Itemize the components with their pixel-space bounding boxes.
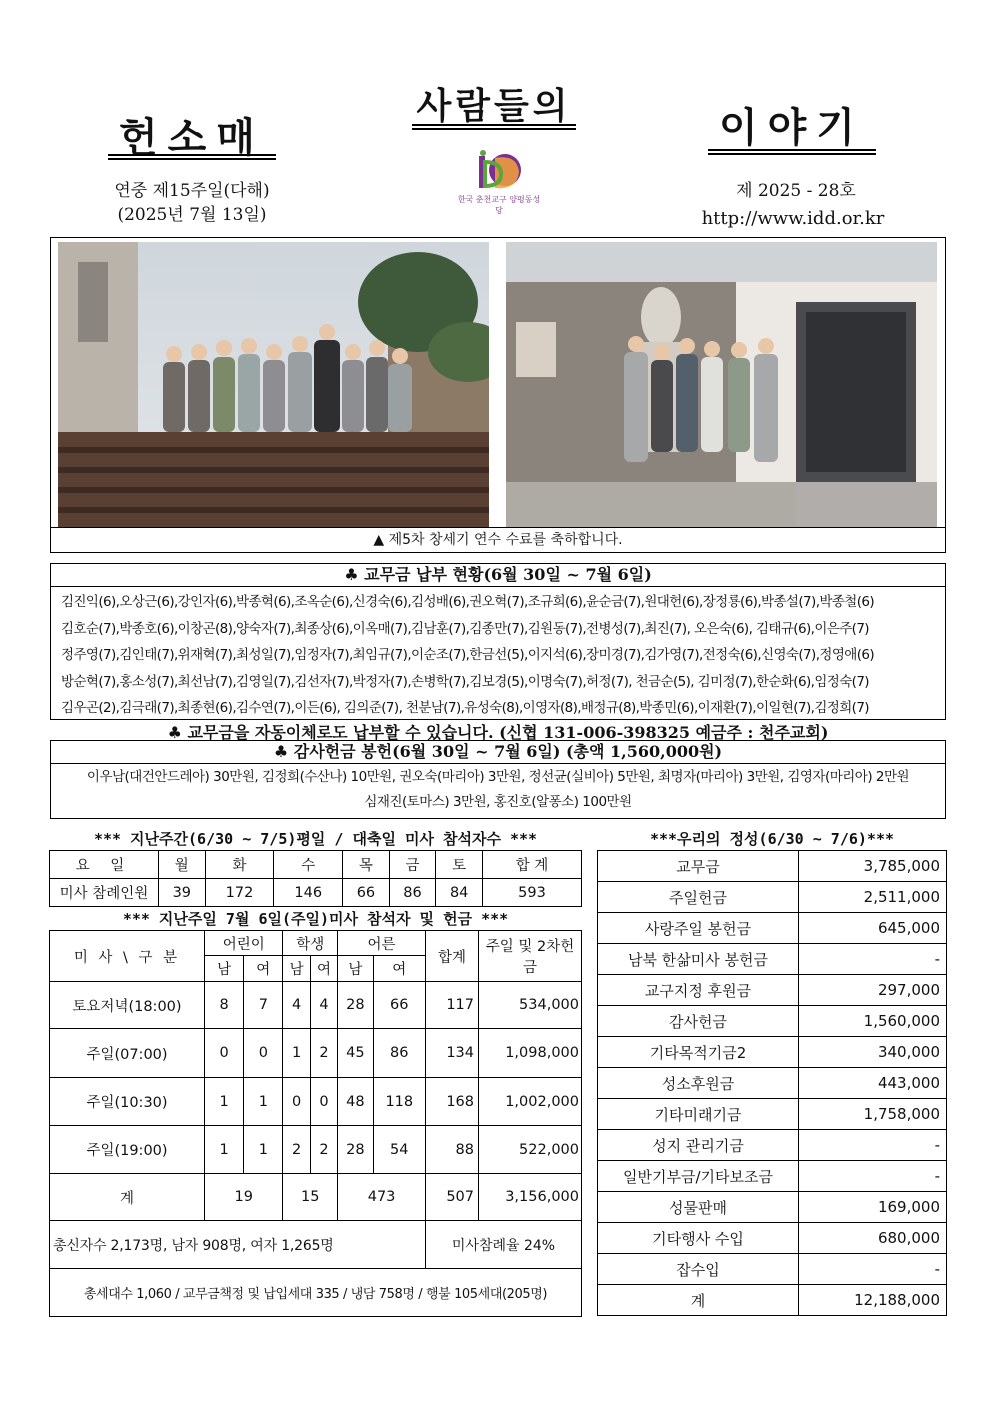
weekday-attendance-table bbox=[49, 850, 582, 907]
table-cell: 680,000 bbox=[799, 1223, 947, 1254]
table-cell: 7 bbox=[244, 982, 283, 1029]
table-header: 금 bbox=[389, 851, 436, 879]
table-row bbox=[598, 851, 947, 882]
table-cell: 교무금 bbox=[598, 851, 799, 882]
table-row bbox=[50, 1126, 582, 1174]
table-header: 어린이 bbox=[205, 931, 283, 956]
table-row bbox=[598, 1068, 947, 1099]
table-cell: 86 bbox=[373, 1029, 425, 1078]
table-cell: 2 bbox=[310, 1126, 337, 1174]
table-cell: 미사 참례인원 bbox=[50, 879, 159, 907]
table-row bbox=[598, 1223, 947, 1254]
table-row bbox=[598, 1130, 947, 1161]
table-cell: 성소후원금 bbox=[598, 1068, 799, 1099]
table-cell: 117 bbox=[426, 982, 479, 1029]
table-cell: 66 bbox=[343, 879, 390, 907]
table-row bbox=[598, 975, 947, 1006]
table-cell: 1 bbox=[244, 1126, 283, 1174]
table-cell: 534,000 bbox=[479, 982, 582, 1029]
table-cell: 28 bbox=[338, 982, 373, 1029]
table-cell: 1,758,000 bbox=[799, 1099, 947, 1130]
table-cell: 473 bbox=[338, 1174, 426, 1221]
table-row bbox=[50, 1078, 582, 1126]
table-cell: 기타목적기금2 bbox=[598, 1037, 799, 1068]
table-cell: 기타행사 수입 bbox=[598, 1223, 799, 1254]
table-cell: 297,000 bbox=[799, 975, 947, 1006]
thanks-line: 심재진(토마스) 3만원, 홍진호(알퐁소) 100만원 bbox=[364, 794, 632, 810]
dues-box bbox=[50, 563, 946, 720]
table-cell: 86 bbox=[389, 879, 436, 907]
table-cell: 주일헌금 bbox=[598, 882, 799, 913]
table-header: 학생 bbox=[283, 931, 338, 956]
table-cell: - bbox=[799, 1161, 947, 1192]
table-cell: 토요저녁(18:00) bbox=[50, 982, 205, 1029]
table-cell: 39 bbox=[159, 879, 206, 907]
table-cell: 3,156,000 bbox=[479, 1174, 582, 1221]
table-row bbox=[598, 1037, 947, 1068]
table-cell: 28 bbox=[338, 1126, 373, 1174]
parish-logo bbox=[455, 148, 543, 215]
table-row bbox=[50, 931, 582, 956]
table-cell: 1 bbox=[283, 1029, 310, 1078]
table-row bbox=[50, 851, 582, 879]
table-cell: 45 bbox=[338, 1029, 373, 1078]
dues-line: 김진익(6),오상근(6),강인자(6),박종혁(6),조옥순(6),신경숙(6),김성배(6),권오혁(7),조규희(6),윤순금(7),원대헌(6),장정룡(6),박종설(7),박종철(6) bbox=[61, 594, 875, 610]
table-cell: 2 bbox=[310, 1029, 337, 1078]
table-header: 합 계 bbox=[483, 851, 582, 879]
table-cell: 0 bbox=[244, 1029, 283, 1078]
table-header: 남 bbox=[338, 956, 373, 982]
table-row-total bbox=[598, 1285, 947, 1316]
table-row bbox=[598, 882, 947, 913]
table-cell: 66 bbox=[373, 982, 425, 1029]
table-row bbox=[598, 944, 947, 975]
photo-box bbox=[50, 237, 946, 553]
sunday-name: 연중 제15주일(다해) bbox=[114, 181, 270, 201]
table-cell: 0 bbox=[310, 1078, 337, 1126]
sunday-mass-table bbox=[49, 930, 582, 1317]
table-cell: 340,000 bbox=[799, 1037, 947, 1068]
table-row bbox=[598, 1161, 947, 1192]
table-row bbox=[50, 879, 582, 907]
table-header: 미 사 \ 구 분 bbox=[50, 931, 205, 982]
group-photo-steps bbox=[58, 242, 489, 527]
table-cell: 기타미래기금 bbox=[598, 1099, 799, 1130]
table-cell: - bbox=[799, 1130, 947, 1161]
weekday-title: *** 지난주간(6/30 ~ 7/5)평일 / 대축일 미사 참석자수 *** bbox=[93, 830, 538, 848]
table-header: 화 bbox=[205, 851, 274, 879]
table-cell: 0 bbox=[205, 1029, 244, 1078]
dues-line: 김호순(7),박종호(6),이창곤(8),양숙자(7),최종상(6),이옥매(7),김남훈(7),김종만(7),김원동(7),전병성(7),최진(7), 오은숙(6), 김태규(6),이은주(7) bbox=[61, 620, 869, 637]
sunday-mass-title: *** 지난주일 7월 6일(주일)미사 참석자 및 헌금 *** bbox=[122, 910, 509, 928]
table-cell: 8 bbox=[205, 982, 244, 1029]
table-cell: 169,000 bbox=[799, 1192, 947, 1223]
table-cell: 1,560,000 bbox=[799, 1006, 947, 1037]
table-row bbox=[598, 1192, 947, 1223]
table-header: 여 bbox=[373, 956, 425, 982]
table-cell: 84 bbox=[436, 879, 483, 907]
table-cell: - bbox=[799, 1254, 947, 1285]
dues-line: 김우곤(2),김극래(7),최종현(6),김수연(7),이든(6), 김의준(7), 천분남(7),유성숙(8),이영자(8),배정규(8),박종민(6),이재환(7),이일현(7),김정희(7) bbox=[61, 700, 869, 716]
table-cell: 주일(19:00) bbox=[50, 1126, 205, 1174]
table-cell: 443,000 bbox=[799, 1068, 947, 1099]
table-cell: 사랑주일 봉헌금 bbox=[598, 913, 799, 944]
offerings-title: ***우리의 정성(6/30 ~ 7/6)*** bbox=[649, 830, 895, 848]
table-cell: 잡수입 bbox=[598, 1254, 799, 1285]
table-cell: 일반기부금/기타보조금 bbox=[598, 1161, 799, 1192]
table-cell: 2,511,000 bbox=[799, 882, 947, 913]
table-cell: 2 bbox=[283, 1126, 310, 1174]
table-cell: 감사헌금 bbox=[598, 1006, 799, 1037]
auto-transfer-notice: ♣ 교무금을 자동이체로도 납부할 수 있습니다. (신협 131-006-398325 예금주 : 천주교회) bbox=[167, 723, 829, 742]
table-cell: 남북 한삶미사 봉헌금 bbox=[598, 944, 799, 975]
table-cell: 계 bbox=[50, 1174, 205, 1221]
site-url[interactable]: http://www.idd.or.kr bbox=[701, 208, 885, 229]
right-title-underline bbox=[708, 149, 876, 155]
sunday-date: (2025년 7월 13일) bbox=[117, 205, 267, 225]
table-cell: 1 bbox=[205, 1126, 244, 1174]
table-cell: 3,785,000 bbox=[799, 851, 947, 882]
table-row bbox=[598, 913, 947, 944]
dues-line: 방순혁(7),홍소성(7),최선남(7),김영일(7),김선자(7),박정자(7),손병학(7),김보경(5),이명숙(7),허정(7), 천금순(5), 김미정(7),한순화(6),임정숙(7) bbox=[61, 673, 869, 690]
table-cell: 4 bbox=[310, 982, 337, 1029]
table-cell: 1 bbox=[244, 1078, 283, 1126]
table-header: 남 bbox=[205, 956, 244, 982]
table-cell: 134 bbox=[426, 1029, 479, 1078]
table-cell: 0 bbox=[283, 1078, 310, 1126]
table-cell: 146 bbox=[274, 879, 343, 907]
table-cell: 48 bbox=[338, 1078, 373, 1126]
table-cell: 522,000 bbox=[479, 1126, 582, 1174]
center-title: 사람들의 bbox=[416, 85, 572, 127]
table-cell: 507 bbox=[426, 1174, 479, 1221]
table-cell: 성지 관리기금 bbox=[598, 1130, 799, 1161]
table-header: 요 일 bbox=[50, 851, 159, 879]
table-row-total bbox=[50, 1174, 582, 1221]
table-cell: 1 bbox=[205, 1078, 244, 1126]
table-header: 토 bbox=[436, 851, 483, 879]
dues-line: 정주영(7),김인태(7),위재혁(7),최성일(7),임정자(7),최임규(7),이순조(7),한금선(5),이지석(6),장미경(7),김가영(7),전정숙(6),신영숙(7),정영애(6) bbox=[61, 647, 875, 663]
table-cell: 1,002,000 bbox=[479, 1078, 582, 1126]
thanks-list bbox=[51, 764, 945, 815]
table-cell: 645,000 bbox=[799, 913, 947, 944]
table-row bbox=[50, 1269, 582, 1317]
table-row bbox=[598, 1254, 947, 1285]
dues-title: ♣ 교무금 납부 현황(6월 30일 ~ 7월 6일) bbox=[51, 564, 945, 587]
table-cell: 15 bbox=[283, 1174, 338, 1221]
thanks-offering-box bbox=[50, 740, 946, 819]
table-cell: 593 bbox=[483, 879, 582, 907]
center-title-underline bbox=[412, 124, 576, 130]
table-cell: 성물판매 bbox=[598, 1192, 799, 1223]
right-title: 이야기 bbox=[719, 104, 865, 151]
table-cell: 88 bbox=[426, 1126, 479, 1174]
table-cell: - bbox=[799, 944, 947, 975]
table-header: 월 bbox=[159, 851, 206, 879]
offerings-table bbox=[597, 850, 947, 1316]
table-header: 합계 bbox=[426, 931, 479, 982]
table-cell: 1,098,000 bbox=[479, 1029, 582, 1078]
left-title-underline bbox=[108, 154, 276, 160]
table-row bbox=[50, 1221, 582, 1269]
table-cell: 4 bbox=[283, 982, 310, 1029]
table-cell: 118 bbox=[373, 1078, 425, 1126]
table-cell: 계 bbox=[598, 1285, 799, 1316]
table-header: 여 bbox=[244, 956, 283, 982]
table-header: 여 bbox=[310, 956, 337, 982]
table-header: 목 bbox=[343, 851, 390, 879]
table-cell: 19 bbox=[205, 1174, 283, 1221]
table-header: 남 bbox=[283, 956, 310, 982]
table-cell: 168 bbox=[426, 1078, 479, 1126]
left-title: 헌소매 bbox=[119, 114, 265, 161]
group-photo-entrance bbox=[506, 242, 937, 527]
table-header: 어른 bbox=[338, 931, 426, 956]
table-cell: 교구지정 후원금 bbox=[598, 975, 799, 1006]
attendance-rate: 미사참례율 24% bbox=[426, 1221, 582, 1269]
issue-number: 제 2025 - 28호 bbox=[736, 181, 856, 201]
photo-caption: ▲ 제5차 창세기 연수 수료를 축하합니다. bbox=[51, 527, 945, 552]
households-summary: 총세대수 1,060 / 교무금책정 및 납입세대 335 / 냉담 758명 / 행불 105세대(205명) bbox=[50, 1269, 582, 1317]
table-cell: 주일(10:30) bbox=[50, 1078, 205, 1126]
thanks-line: 이우남(대건안드레아) 30만원, 김정희(수산나) 10만원, 권오숙(마리아) 3만원, 정선균(실비아) 5만원, 최명자(마리아) 3만원, 김영자(마리아) 2만원 bbox=[86, 769, 910, 785]
table-header: 수 bbox=[274, 851, 343, 879]
table-cell: 54 bbox=[373, 1126, 425, 1174]
table-header: 주일 및 2차헌금 bbox=[479, 931, 582, 982]
table-row bbox=[598, 1099, 947, 1130]
logo-caption: 한국 춘천교구 양평동성당 bbox=[457, 195, 541, 215]
table-cell: 12,188,000 bbox=[799, 1285, 947, 1316]
dues-list bbox=[51, 587, 945, 724]
table-row bbox=[598, 1006, 947, 1037]
thanks-title: ♣ 감사헌금 봉헌(6월 30일 ~ 7월 6일) (총액 1,560,000원) bbox=[51, 741, 945, 764]
table-row bbox=[50, 1029, 582, 1078]
table-cell: 172 bbox=[205, 879, 274, 907]
table-cell: 주일(07:00) bbox=[50, 1029, 205, 1078]
table-row bbox=[50, 982, 582, 1029]
believers-summary: 총신자수 2,173명, 남자 908명, 여자 1,265명 bbox=[50, 1221, 426, 1269]
